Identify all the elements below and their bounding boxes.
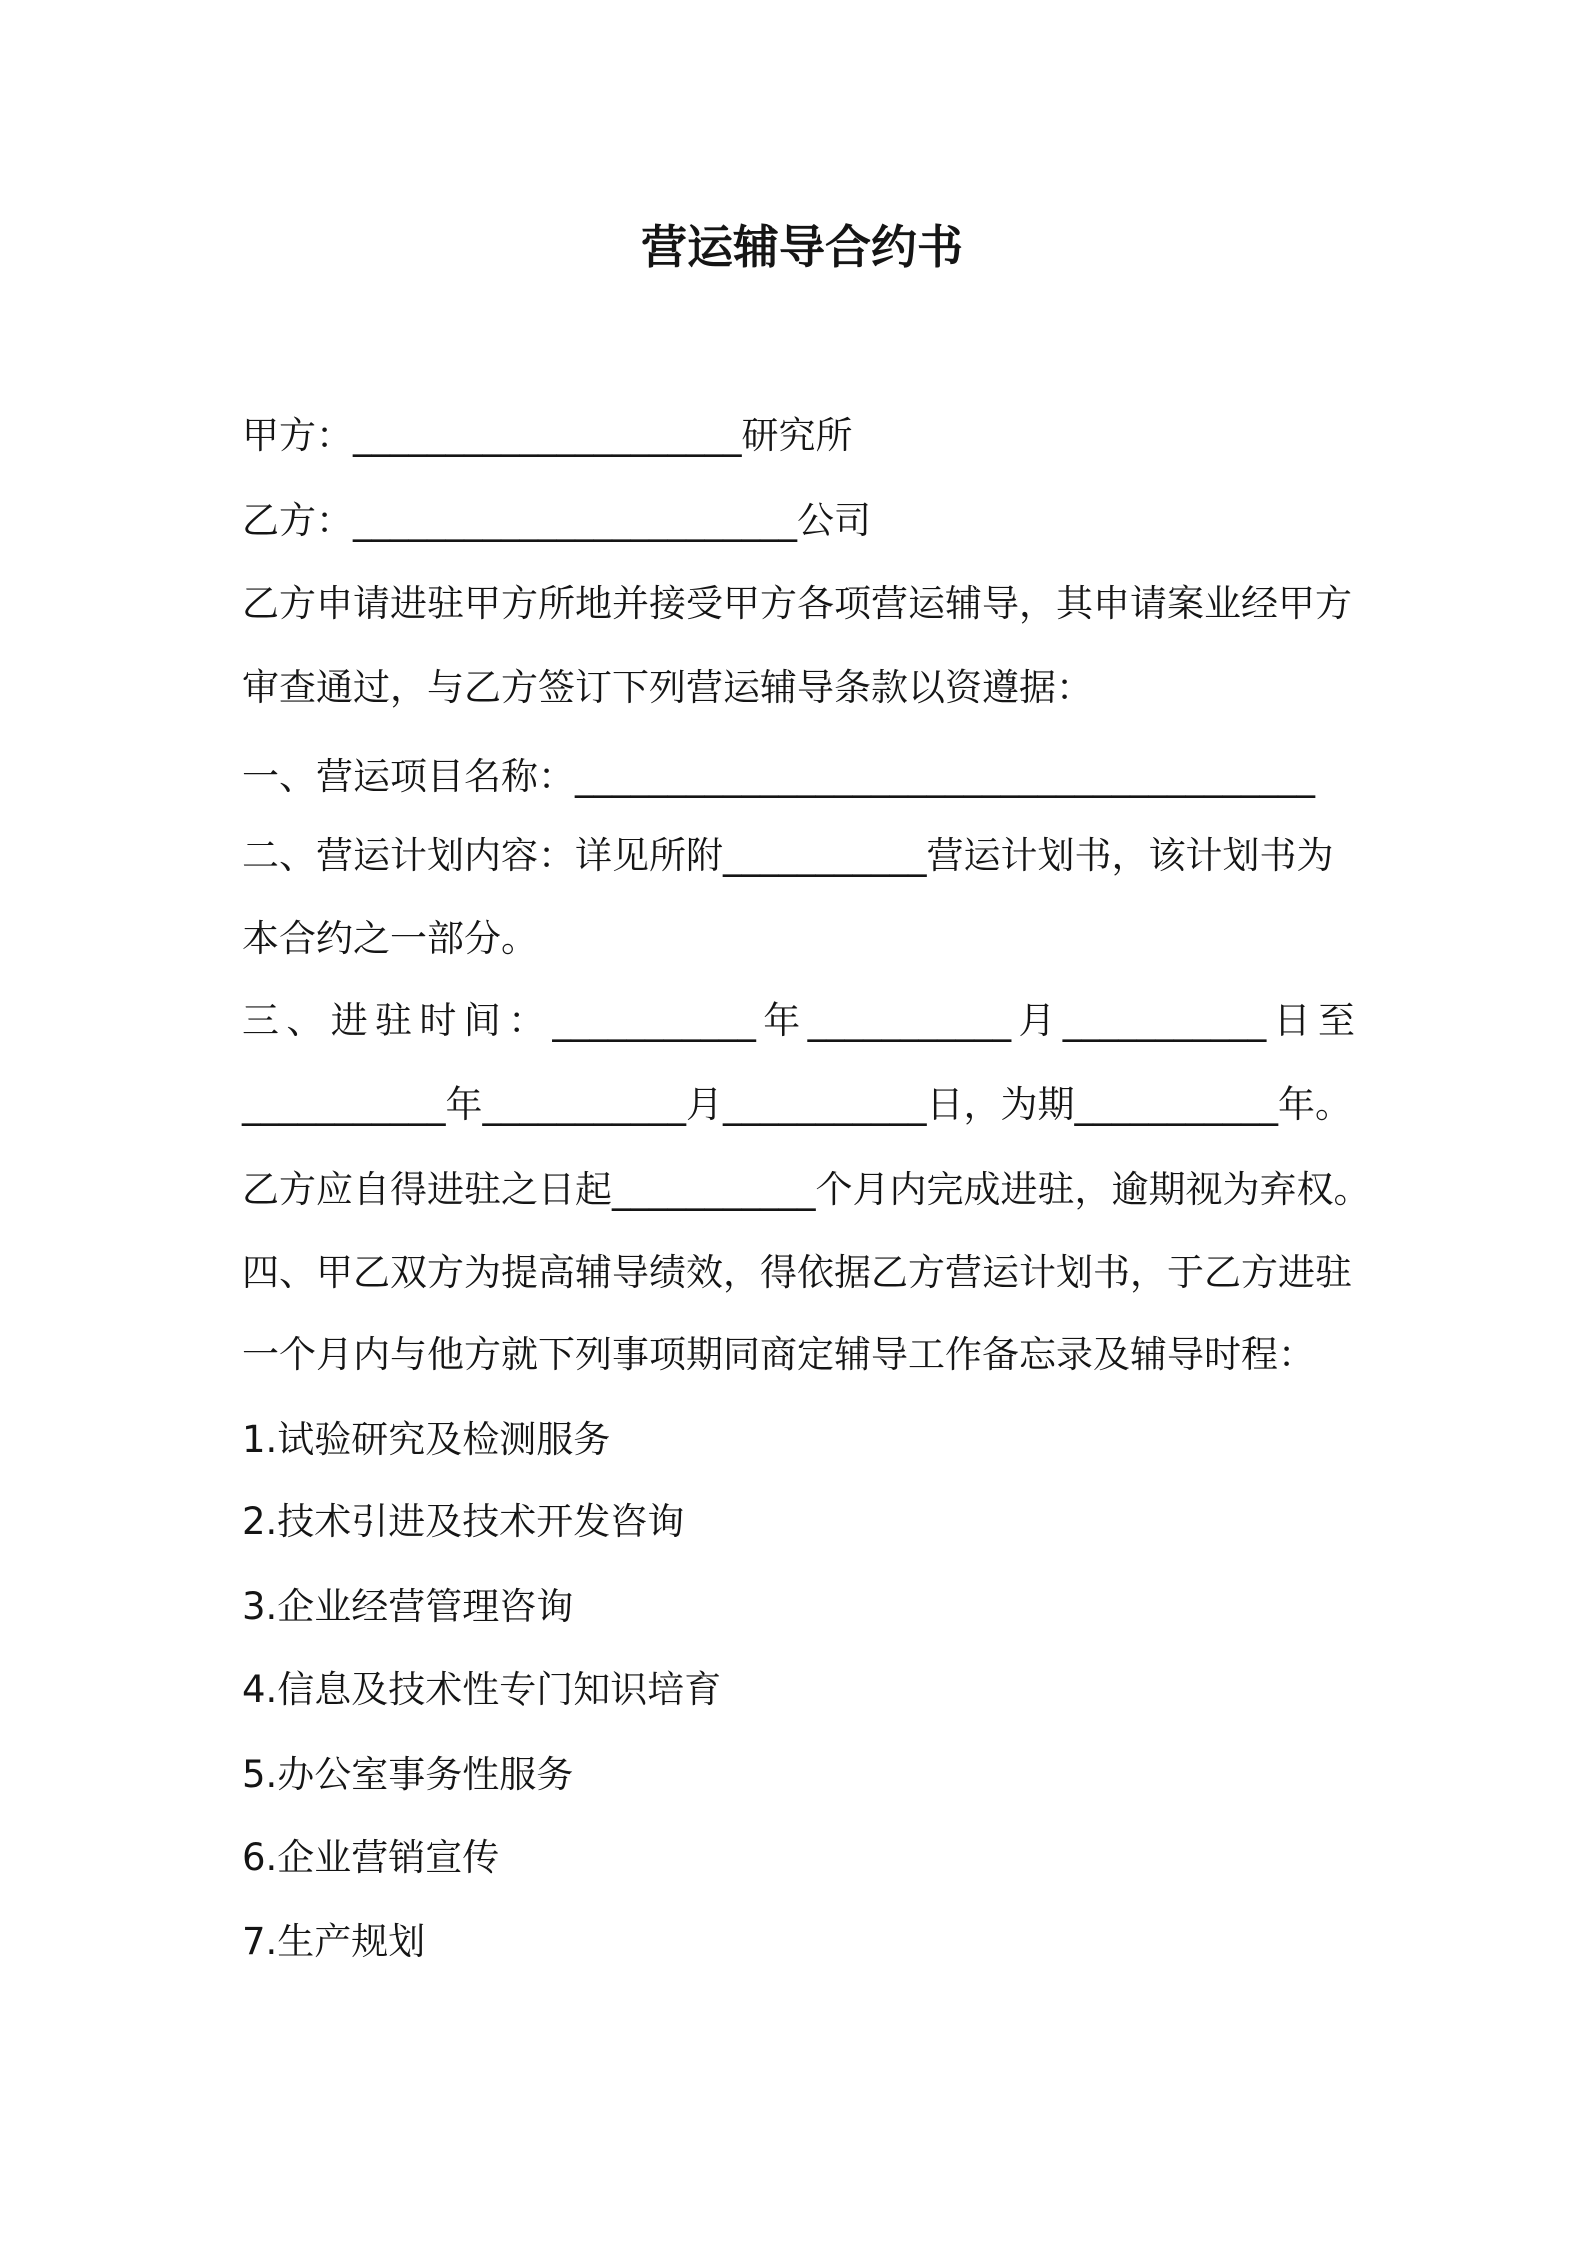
clause-2-line: 二、营运计划内容：详见所附___________营运计划书，该计划书为 [242,834,1334,877]
clause-2-line: 本合约之一部分。 [242,917,538,960]
service-item: 5.办公室事务性服务 [242,1753,574,1796]
preamble-line: 乙方申请进驻甲方所地并接受甲方各项营运辅导，其申请案业经甲方 [242,582,1352,625]
clause-4-line: 一个月内与他方就下列事项期同商定辅导工作备忘录及辅导时程： [242,1333,1315,1376]
clause-3-line: 三、进驻时间：___________年___________月___________日至 [242,999,1355,1042]
service-item: 1.试验研究及检测服务 [242,1418,611,1461]
clause-1-line: 一、营运项目名称：________________________________________ [242,755,1315,798]
party-b-line: 乙方：________________________公司 [242,499,871,542]
preamble-line: 审查通过，与乙方签订下列营运辅导条款以资遵据： [242,666,1093,709]
clause-3-line: ___________年___________月___________日，为期___________年。 [242,1083,1352,1126]
party-a-line: 甲方：_____________________研究所 [242,414,853,457]
service-item: 6.企业营销宣传 [242,1836,500,1879]
document-title: 营运辅导合约书 [641,220,963,274]
service-item: 4.信息及技术性专门知识培育 [242,1668,722,1711]
service-item: 3.企业经营管理咨询 [242,1585,574,1628]
service-item: 2.技术引进及技术开发咨询 [242,1500,685,1543]
clause-3-line: 乙方应自得进驻之日起___________个月内完成进驻，逾期视为弃权。 [242,1168,1371,1211]
service-item: 7.生产规划 [242,1920,426,1963]
clause-4-line: 四、甲乙双方为提高辅导绩效，得依据乙方营运计划书，于乙方进驻 [242,1251,1352,1294]
